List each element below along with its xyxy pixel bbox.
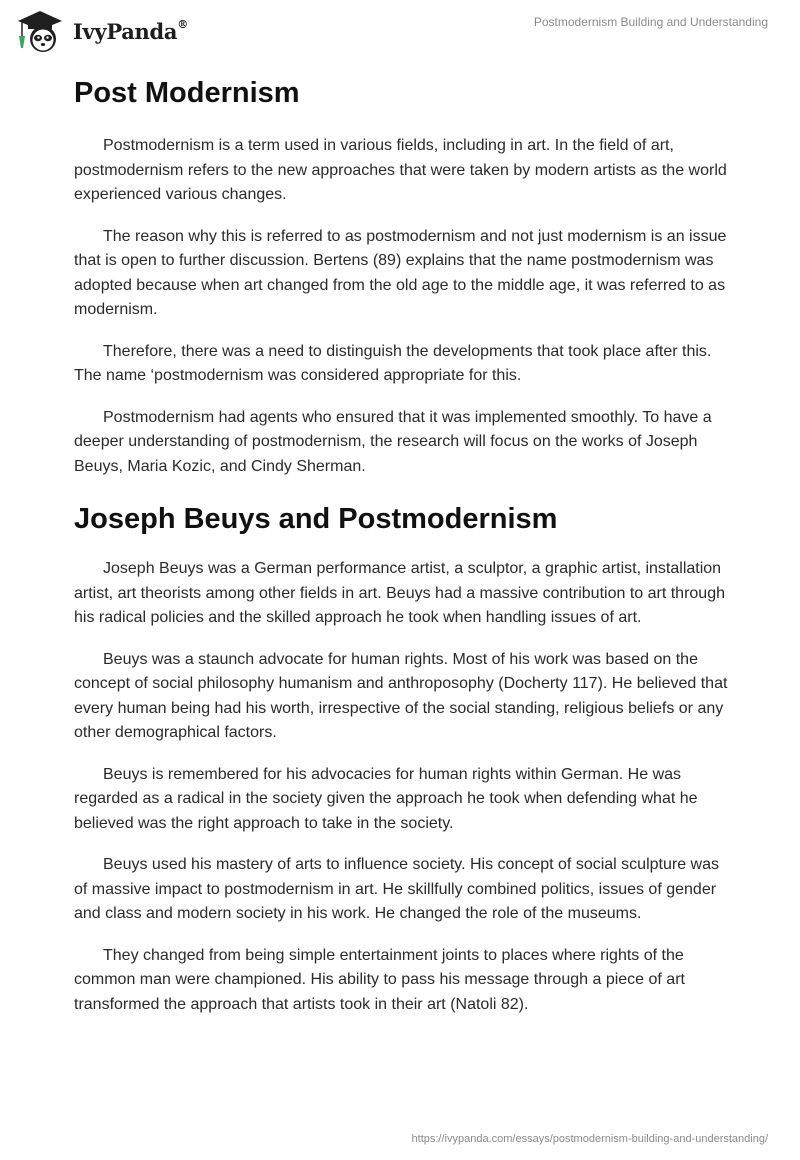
page-header [0,0,800,60]
paragraph: Beuys was a staunch advocate for human rights. Most of his work was based on the concept of social philosophy humanism and anthroposophy (Docherty 117). He believed that every human being had his worth, irrespective of the social standing, religious beliefs or any other demographical factors. [74,650,728,741]
paragraph: Postmodernism is a term used in various fields, including in art. In the field of art, postmodernism refers to the new approaches that were taken by modern artists as the world experienced various changes. [74,137,727,203]
paragraph: Therefore, there was a need to distinguish the developments that took place after this. The name ‘postmodernism was considered appropriate for this. [74,342,712,384]
registered-mark: ® [177,17,188,31]
section-heading: Post Modernism [74,77,300,109]
paragraph: Postmodernism had agents who ensured that it was implemented smoothly. To have a deeper understanding of postmodernism, the research will focus on the works of Joseph Beuys, Maria Kozic, and Cindy Sherman. [74,408,712,475]
paragraph: Joseph Beuys was a German performance artist, a sculptor, a graphic artist, installation artist, art theorists among other fields in art. Beuys had a massive contribution to art through his radical policies and the skilled approach he took when handling issues of art. [74,560,725,626]
panda-graduate-icon [14,8,66,54]
article-body [74,70,730,1034]
paragraph: Beuys is remembered for his advocacies for human rights within German. He was regarded as a radical in the society given the approach he took when defending what he believed was the right approach to take in the society. [74,765,698,832]
brand-name [73,19,188,44]
source-url-link[interactable]: https://ivypanda.com/essays/postmodernism-building-and-understanding/ [411,1133,768,1145]
paragraph: Beuys used his mastery of arts to influence society. His concept of social sculpture was of massive impact to postmodernism in art. He skillfully combined politics, issues of gender and class and modern society in his work. He changed the role of the museums. [74,856,719,922]
section-heading: Joseph Beuys and Postmodernism [74,503,558,535]
paragraph: They changed from being simple entertainment joints to places where rights of the common man were championed. His ability to pass his message through a piece of art transformed the approach that artists took in their art (Natoli 82). [74,946,685,1013]
brand-name-text: IvyPanda [73,18,178,44]
paragraph: The reason why this is referred to as postmodernism and not just modernism is an issue that is open to further discussion. Bertens (89) explains that the name postmodernism was adopted because when art changed from the old age to the middle age, it was referred to as modernism. [74,227,727,318]
document-title: Postmodernism Building and Understanding [533,15,768,29]
brand-logo[interactable] [14,8,188,54]
